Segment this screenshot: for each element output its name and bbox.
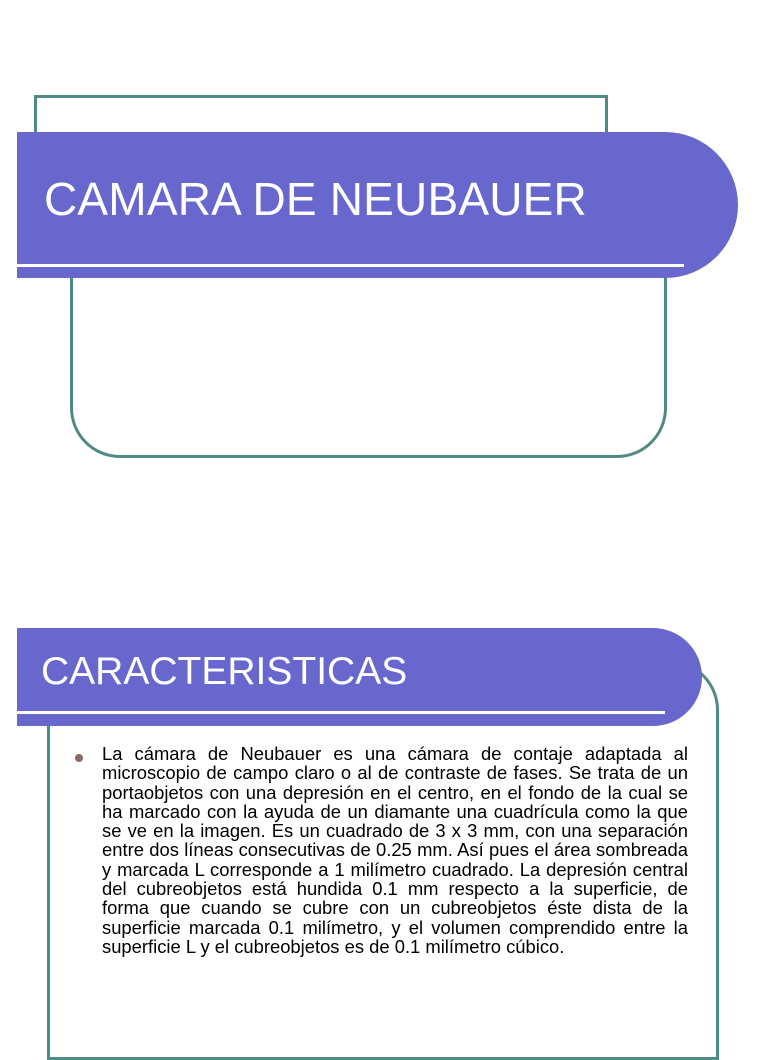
slide-1	[0, 0, 768, 480]
slide-1-frame-bottom	[70, 250, 667, 458]
bullet-text: La cámara de Neubauer es una cámara de contaje adaptada al microscopio de campo claro o al de contraste de fases. Se trata de un portaobjetos con una depresión en el centro, en el fondo de la cual se ha marcado con la ayuda de un diamante una cuadrícula como la que se ve en la imagen. Es un cuadrado de 3 x 3 mm, con una separación entre dos líneas consecutivas de 0.25 mm. Así pues el área sombreada y marcada L corresponde a 1 milímetro cuadrado. La depresión central del cubreobjetos está hundida 0.1 mm respecto a la superficie, de forma que cuando se cubre con un cubreobjetos éste dista de la superficie marcada 0.1 milímetro, y el volumen comprendido entre la superficie L y el cubreobjetos es de 0.1 milímetro cúbico.	[102, 743, 688, 957]
title-bar-underline	[17, 264, 684, 267]
bullet-icon	[75, 754, 83, 762]
slide-1-title: CAMARA DE NEUBAUER	[44, 173, 587, 225]
slide-2-title: CARACTERISTICAS	[41, 650, 408, 693]
title-bar-underline	[17, 711, 665, 714]
slide-2	[0, 520, 768, 1024]
